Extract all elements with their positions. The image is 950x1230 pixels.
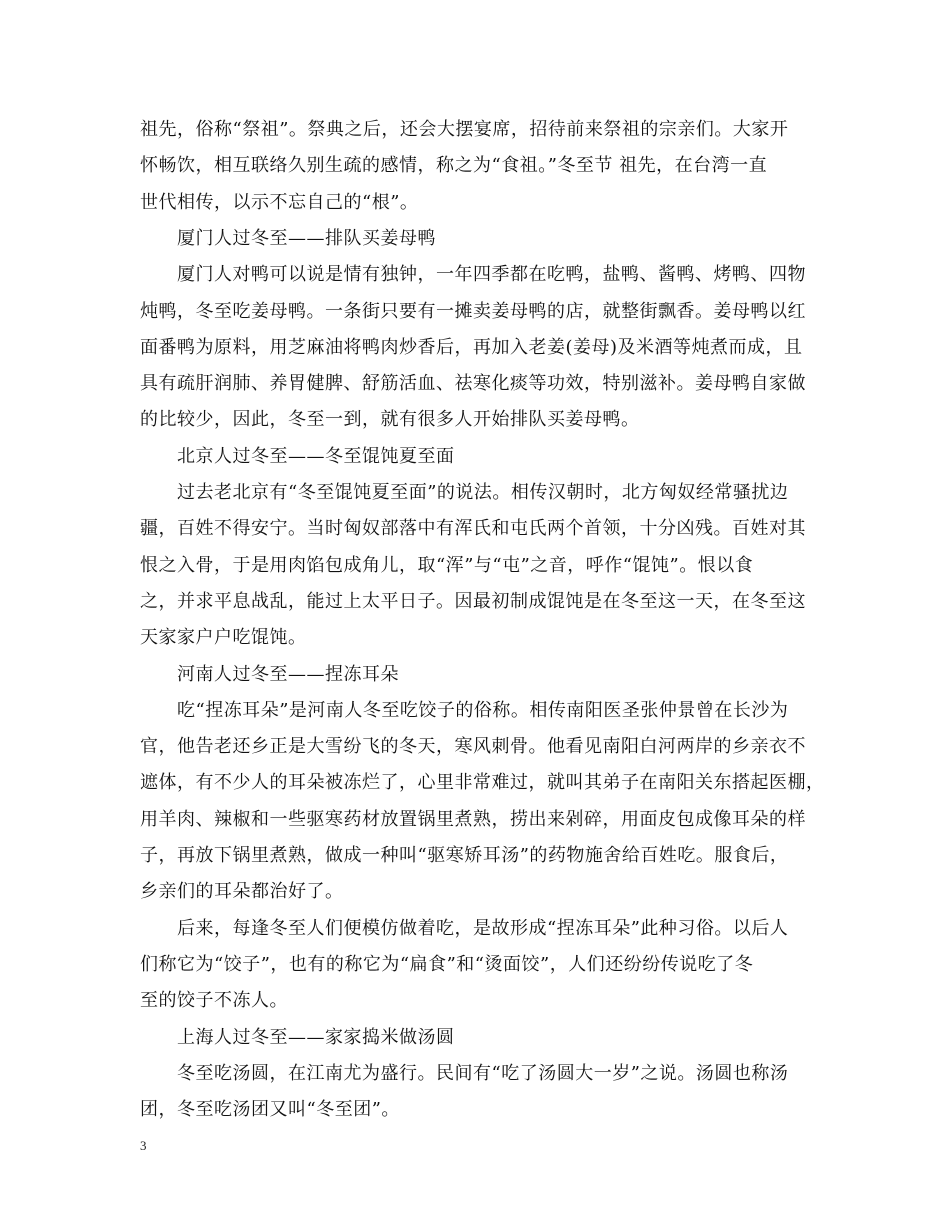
text-line: 的比较少，因此，冬至一到，就有很多人开始排队买姜母鸭。 [140, 409, 640, 430]
text-line: 世代相传，以示不忘自己的“根”。 [140, 192, 419, 213]
page-number: 3 [140, 1138, 147, 1153]
text-line: 冬至吃汤圆，在江南尤为盛行。民间有“吃了汤圆大一岁”之说。汤圆也称汤 [177, 1063, 789, 1084]
text-line: 子，再放下锅里煮熟，做成一种叫“驱寒矫耳汤”的药物施舍给百姓吃。服食后， [140, 845, 789, 866]
text-line: 过去老北京有“冬至馄饨夏至面”的说法。相传汉朝时，北方匈奴经常骚扰边 [177, 482, 789, 503]
text-line: 遮体，有不少人的耳朵被冻烂了，心里非常难过，就叫其弟子在南阳关东搭起医棚， [140, 772, 825, 793]
text-line: 官，他告老还乡正是大雪纷飞的冬天，寒风刺骨。他看见南阳白河两岸的乡亲衣不 [140, 736, 806, 757]
text-line: 具有疏肝润肺、养胃健脾、舒筋活血、祛寒化痰等功效，特别滋补。姜母鸭自家做 [140, 373, 806, 394]
text-line: 炖鸭，冬至吃姜母鸭。一条街只要有一摊卖姜母鸭的店，就整街飘香。姜母鸭以红 [140, 301, 806, 322]
text-line: 天家家户户吃馄饨。 [140, 627, 307, 648]
text-line: 上海人过冬至——家家捣米做汤圆 [177, 1027, 455, 1048]
text-line: 们称它为“饺子”，也有的称它为“扁食”和“烫面饺”，人们还纷纷传说吃了冬 [140, 954, 754, 975]
text-line: 祖先，俗称“祭祖”。祭典之后，还会大摆宴席，招待前来祭祖的宗亲们。大家开 [140, 119, 789, 140]
text-line: 厦门人对鸭可以说是情有独钟，一年四季都在吃鸭，盐鸭、酱鸭、烤鸭、四物 [177, 264, 806, 285]
text-line: 北京人过冬至——冬至馄饨夏至面 [177, 446, 455, 467]
text-line: 乡亲们的耳朵都治好了。 [140, 881, 344, 902]
text-line: 怀畅饮，相互联络久别生疏的感情，称之为“食祖。”冬至节 祖先，在台湾一直 [140, 155, 768, 176]
text-line: 吃“捏冻耳朵”是河南人冬至吃饺子的俗称。相传南阳医圣张仲景曾在长沙为 [177, 700, 789, 721]
text-line: 之，并求平息战乱，能过上太平日子。因最初制成馄饨是在冬至这一天，在冬至这 [140, 591, 806, 612]
text-line: 恨之入骨，于是用肉馅包成角儿，取“浑”与“屯”之音，呼作“馄饨”。恨以食 [140, 555, 754, 576]
text-line: 河南人过冬至——捏冻耳朵 [177, 664, 399, 685]
text-line: 团，冬至吃汤团又叫“冬至团”。 [140, 1099, 400, 1120]
text-line: 面番鸭为原料，用芝麻油将鸭肉炒香后，再加入老姜(姜母)及米酒等炖煮而成，且 [140, 337, 803, 358]
text-line: 疆，百姓不得安宁。当时匈奴部落中有浑氏和屯氏两个首领，十分凶残。百姓对其 [140, 518, 806, 539]
text-line: 至的饺子不冻人。 [140, 990, 288, 1011]
text-line: 厦门人过冬至——排队买姜母鸭 [177, 228, 436, 249]
text-line: 用羊肉、辣椒和一些驱寒药材放置锅里煮熟，捞出来剁碎，用面皮包成像耳朵的样 [140, 809, 806, 830]
text-line: 后来，每逢冬至人们便模仿做着吃，是故形成“捏冻耳朵”此种习俗。以后人 [177, 918, 789, 939]
